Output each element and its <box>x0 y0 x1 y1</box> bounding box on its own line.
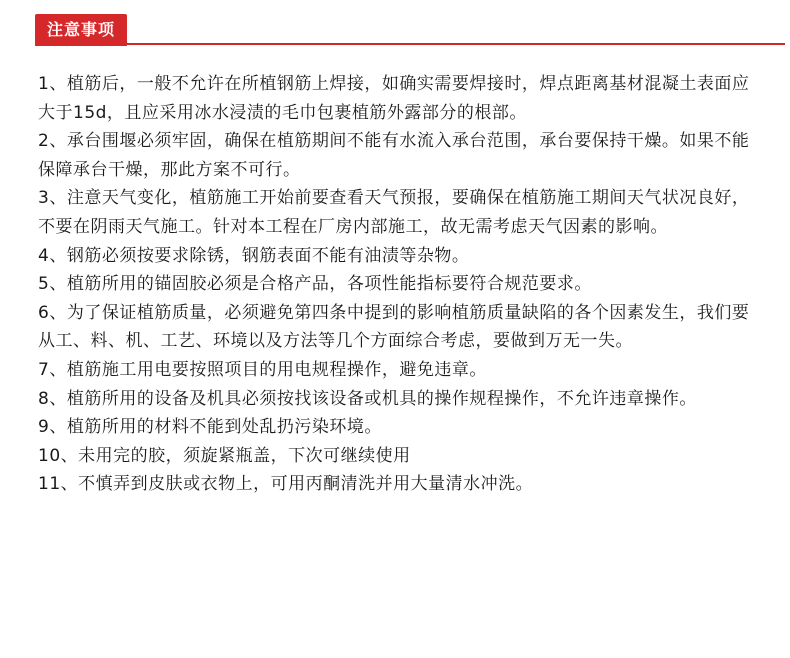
note-item-8: 8、植筋所用的设备及机具必须按找该设备或机具的操作规程操作，不允许违章操作。 <box>38 388 697 409</box>
note-item-5: 5、植筋所用的锚固胶必须是合格产品，各项性能指标要符合规范要求。 <box>38 274 592 295</box>
note-item-2: 2、承台围堰必须牢固，确保在植筋期间不能有水流入承台范围，承台要保持干燥。如果不能保障承台干燥，那此方案不可行。 <box>38 131 750 180</box>
header-underline <box>35 31 785 45</box>
note-item-3: 3、注意天气变化，植筋施工开始前要查看天气预报，要确保在植筋施工期间天气状况良好，不要在阴雨天气施工。针对本工程在厂房内部施工，故无需考虑天气因素的影响。 <box>38 188 750 237</box>
note-item-4: 4、钢筋必须按要求除锈，钢筋表面不能有油渍等杂物。 <box>38 245 470 266</box>
note-item-9: 9、植筋所用的材料不能到处乱扔污染环境。 <box>38 417 382 438</box>
notes-list <box>38 70 750 499</box>
note-item-6: 6、为了保证植筋质量，必须避免第四条中提到的影响植筋质量缺陷的各个因素发生，我们要从工、料、机、工艺、环境以及方法等几个方面综合考虑，要做到万无一失。 <box>38 302 750 352</box>
note-item-11: 11、不慎弄到皮肤或衣物上，可用丙酮清洗并用大量清水冲洗。 <box>38 474 534 495</box>
note-item-7: 7、植筋施工用电要按照项目的用电规程操作，避免违章。 <box>38 359 487 380</box>
note-item-1: 1、植筋后，一般不允许在所植钢筋上焊接，如确实需要焊接时，焊点距离基材混凝土表面应大于15d，且应采用冰水浸渍的毛巾包裹植筋外露部分的根部。 <box>38 74 750 123</box>
note-item-10: 10、未用完的胶，须旋紧瓶盖，下次可继续使用 <box>38 445 411 466</box>
section-title: 注意事项 <box>35 14 127 46</box>
